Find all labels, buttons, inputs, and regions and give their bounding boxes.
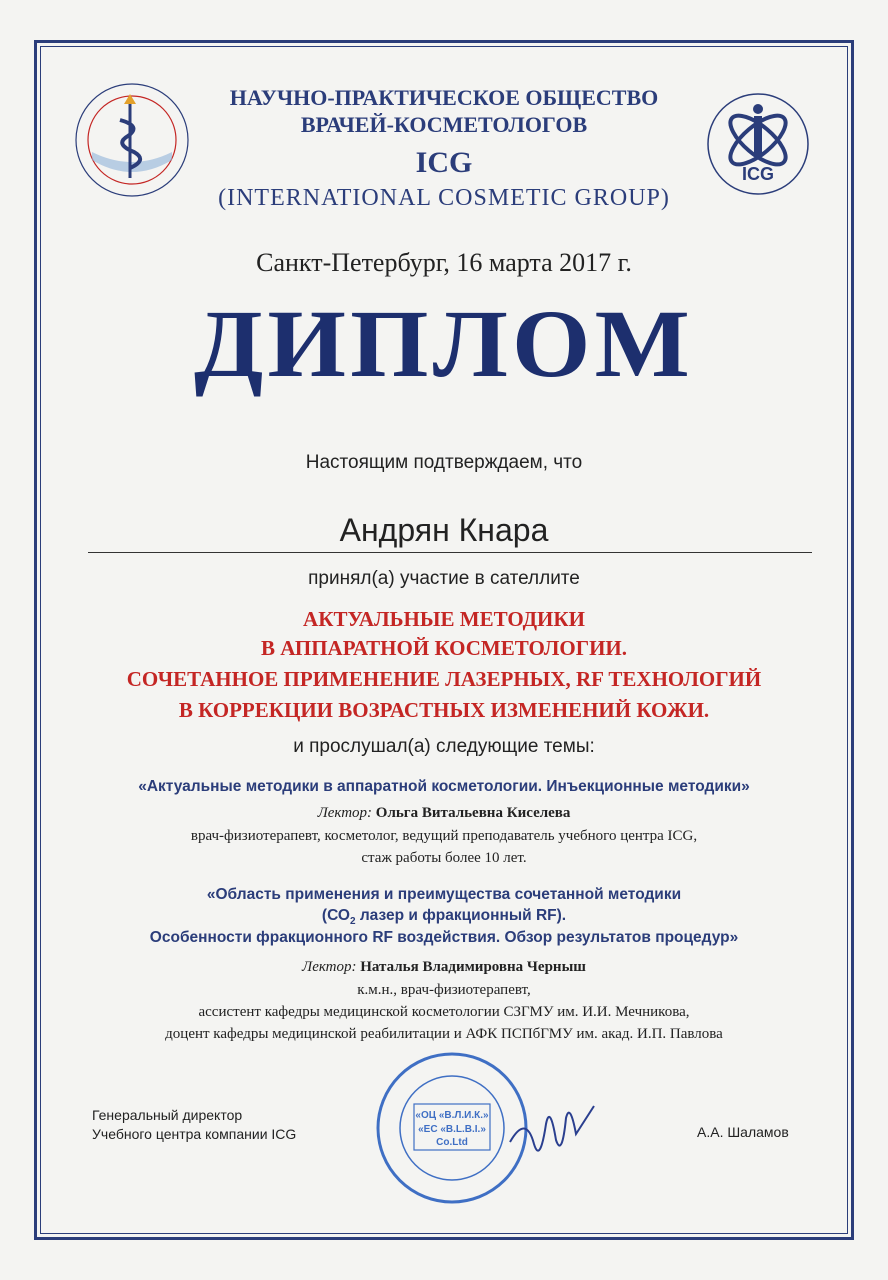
- director-name: А.А. Шаламов: [697, 1124, 789, 1140]
- confirm-text: Настоящим подтверждаем, что: [305, 452, 583, 473]
- topic-1-title: «Актуальные методики в аппаратной косметологии. Инъекционные методики»: [138, 778, 750, 795]
- topic-1-lecturer: [0, 803, 888, 823]
- topic-2-title-post: лазер и фракционный RF).: [355, 907, 567, 924]
- participation-text: принял(а) участие в сателлите: [308, 568, 580, 589]
- name-underline: [88, 552, 812, 553]
- satellite-line4: В КОРРЕКЦИИ ВОЗРАСТНЫХ ИЗМЕНЕНИЙ КОЖИ.: [178, 698, 710, 722]
- stamp-line3: Co.Ltd: [436, 1137, 468, 1148]
- director-position-line1: Генеральный директор: [92, 1107, 243, 1123]
- lecturer-label: Лектор:: [317, 805, 373, 821]
- topic-1-detail-2: стаж работы более 10 лет.: [361, 850, 527, 866]
- icg-abbrev: ICG: [415, 146, 473, 179]
- icg-full-name: (INTERNATIONAL COSMETIC GROUP): [218, 185, 670, 211]
- listened-text: и прослушал(а) следующие темы:: [293, 736, 595, 757]
- page-title: ДИПЛОМ: [193, 290, 694, 397]
- topic-2-detail-1: к.м.н., врач-физиотерапевт,: [357, 982, 531, 998]
- director-position: [92, 1106, 296, 1144]
- satellite-line2: В АППАРАТНОЙ КОСМЕТОЛОГИИ.: [260, 636, 628, 660]
- place-date: Санкт-Петербург, 16 марта 2017 г.: [256, 248, 632, 277]
- topic-2-title-pre: (СО: [321, 907, 350, 924]
- topic-2-detail-2: ассистент кафедры медицинской косметологии СЗГМУ им. И.И. Мечникова,: [198, 1004, 690, 1020]
- topic-1-detail-1: врач-физиотерапевт, косметолог, ведущий преподаватель учебного центра ICG,: [190, 828, 698, 844]
- satellite-line1: АКТУАЛЬНЫЕ МЕТОДИКИ: [303, 607, 585, 631]
- director-position-line2: Учебного центра компании ICG: [92, 1126, 297, 1142]
- org-name-line1: НАУЧНО-ПРАКТИЧЕСКОЕ ОБЩЕСТВО: [229, 85, 659, 110]
- recipient-name: Андрян Кнара: [339, 512, 549, 548]
- topic-2-title-sub: 2: [349, 916, 356, 928]
- lecturer-name: Ольга Витальевна Киселева: [375, 805, 571, 821]
- signature-icon: [506, 1094, 596, 1164]
- icg-mark-text: ICG: [741, 164, 775, 184]
- org-name-line2: ВРАЧЕЙ-КОСМЕТОЛОГОВ: [300, 112, 588, 137]
- topic-2-title-line1: «Область применения и преимущества сочетанной методики: [206, 886, 682, 903]
- lecturer-name: Наталья Владимировна Черныш: [360, 959, 586, 975]
- stamp-line1: «ОЦ «В.Л.И.К.»: [415, 1110, 489, 1121]
- topic-2-detail-3: доцент кафедры медицинской реабилитации и АФК ПСПбГМУ им. акад. И.П. Павлова: [165, 1026, 723, 1042]
- topic-2-title-line3: Особенности фракционного RF воздействия. Обзор результатов процедур»: [149, 929, 739, 946]
- topic-2-lecturer: [0, 957, 888, 977]
- lecturer-label: Лектор:: [302, 959, 357, 975]
- satellite-line3: СОЧЕТАННОЕ ПРИМЕНЕНИЕ ЛАЗЕРНЫХ, RF ТЕХНОЛОГИЙ: [126, 667, 762, 691]
- stamp-line2: «ЕС «B.L.B.I.»: [418, 1124, 486, 1135]
